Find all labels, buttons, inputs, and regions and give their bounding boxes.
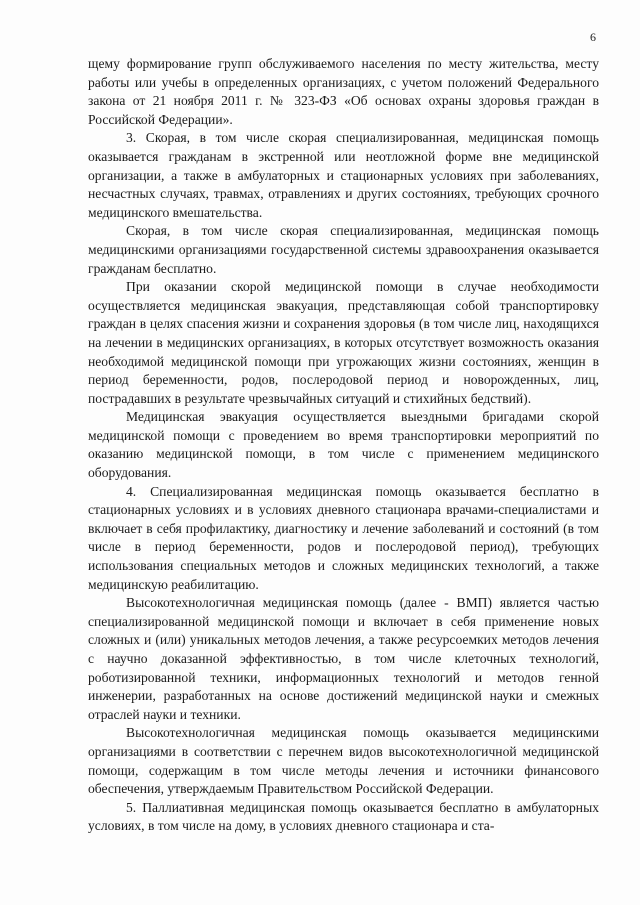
paragraph: Высокотехнологичная медицинская помощь (далее - ВМП) является частью специализированной медицинской помощи и включает в себя применение новых сложных и (или) уникальных методов лечения, а также ресурсоемких методов лечения с научно доказанной эффективностью, в том числе клеточных технологий, роботизированной техники, информационных технологий и методов генной инженерии, разработанных на основе достижений медицинской науки и смежных отраслей науки и техники.	[88, 595, 599, 722]
paragraph: 5. Паллиативная медицинская помощь оказывается бесплатно в амбулаторных условиях, в том числе на дому, в условиях дневного стационара и ста-	[88, 799, 599, 834]
paragraph: щему формирование групп обслуживаемого населения по месту жительства, месту работы или учебы в определенных организациях, с учетом положений Федерального закона от 21 ноября 2011 г. № 323-ФЗ «Об основах охраны здоровья граждан в Российской Федерации».	[88, 56, 599, 127]
document-body	[88, 55, 599, 836]
paragraph: 4. Специализированная медицинская помощь оказывается бесплатно в стационарных условиях и в условиях дневного стационара врачами-специалистами и включает в себя профилактику, диагностику и лечение заболеваний и состояний (в том числе в период беременности, родов и послеродовой период), требующих использования специальных методов и сложных медицинских технологий, а также медицинскую реабилитацию.	[88, 483, 599, 592]
paragraph: Высокотехнологичная медицинская помощь оказывается медицинскими организациями в соответствии с перечнем видов высокотехнологичной медицинской помощи, содержащим в том числе методы лечения и источники финансового обеспечения, утверждаемым Правительством Российской Федерации.	[88, 725, 599, 797]
paragraph: Скорая, в том числе скорая специализированная, медицинская помощь медицинскими организациями государственной системы здравоохранения оказывается гражданам бесплатно.	[88, 223, 599, 276]
paragraph: Медицинская эвакуация осуществляется выездными бригадами скорой медицинской помощи с проведением во время транспортировки мероприятий по оказанию медицинской помощи, в том числе с применением медицинского оборудования.	[88, 409, 599, 481]
page-number: 6	[590, 30, 596, 44]
paragraph: При оказании скорой медицинской помощи в случае необходимости осуществляется медицинская эвакуация, представляющая собой транспортировку граждан в целях спасения жизни и сохранения здоровья (в том числе лиц, находящихся на лечении в медицинских организациях, в которых отсутствует возможность оказания необходимой медицинской помощи при угрожающих жизни состояниях, женщин в период беременности, родов, послеродовой период и новорожденных, лиц, пострадавших в результате чрезвычайных ситуаций и стихийных бедствий).	[88, 279, 599, 406]
paragraph: 3. Скорая, в том числе скорая специализированная, медицинская помощь оказывается гражданам в экстренной или неотложной форме вне медицинской организации, а также в амбулаторных и стационарных условиях при заболеваниях, несчастных случаях, травмах, отравлениях и других состояниях, требующих срочного медицинского вмешательства.	[88, 130, 599, 220]
